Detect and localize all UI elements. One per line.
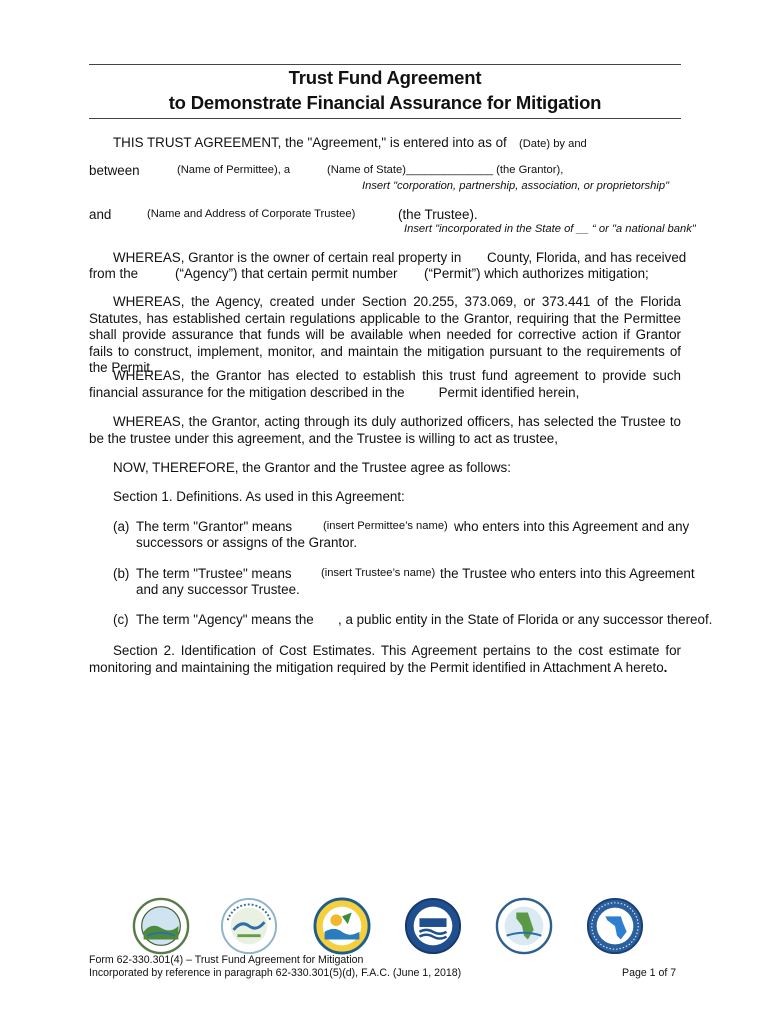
whereas-3-end: Permit identified herein, <box>438 384 580 400</box>
state-placeholder: (Name of State)______________ (the Grantor), <box>327 164 564 176</box>
definition-c-text-2: , a public entity in the State of Florida or any successor thereof. <box>338 612 713 627</box>
definition-c-text: The term "Agency" means the <box>136 612 314 627</box>
opening-text: THIS TRUST AGREEMENT, the "Agreement," is entered into as of <box>113 135 507 150</box>
permittee-placeholder: (Name of Permittee), a <box>177 164 291 176</box>
definition-b-insert: (insert Trustee’s name) <box>321 567 436 579</box>
st-johns-river-seal-icon <box>404 897 462 955</box>
now-therefore-text: NOW, THEREFORE, the Grantor and the Trustee agree as follows: <box>113 460 511 475</box>
definition-c-label: (c) <box>113 612 129 627</box>
definition-a-text: The term "Grantor" means <box>136 519 293 534</box>
section-1-heading: Section 1. Definitions. As used in this Agreement: <box>113 489 405 504</box>
whereas-3-paragraph <box>89 368 681 401</box>
whereas-1-d: (“Agency”) that certain permit number <box>175 266 398 281</box>
top-rule <box>89 64 681 65</box>
title-line-2: to Demonstrate Financial Assurance for Mitigation <box>168 92 602 113</box>
florida-dep-seal-icon <box>586 897 644 955</box>
title-line-1: Trust Fund Agreement <box>288 67 482 88</box>
definition-b-label: (b) <box>113 566 130 581</box>
definition-a-insert: (insert Permittee’s name) <box>323 520 448 532</box>
grantor-note: Insert "corporation, partnership, association, or proprietorship" <box>362 180 670 192</box>
whereas-4-paragraph <box>89 414 681 447</box>
whereas-4-text: WHEREAS, the Grantor, acting through its duly authorized officers, has selected the Trustee to be the trustee under this agreement, and the Trustee is willing to act as trustee, <box>89 414 681 446</box>
definition-a-text-3: successors or assigns of the Grantor. <box>136 535 358 550</box>
whereas-2-text: WHEREAS, the Agency, created under Section 20.255, 373.069, or 373.441 of the Florida Statutes, has established certain regulations applicable to the Grantor, requiring that the Permittee shall provide assurance that funds will be available when needed for corrective action if Grantor fails to construct, implement, monitor, and maintain the mitigation pursuant to the requirements of the Permit, <box>89 294 681 375</box>
whereas-2-paragraph <box>89 294 681 377</box>
footer-form-line: Form 62-330.301(4) – Trust Fund Agreement for Mitigation <box>89 954 364 966</box>
southwest-florida-seal-icon <box>313 897 371 955</box>
section-2-end: . <box>663 659 668 675</box>
date-label <box>519 135 587 150</box>
trustee-suffix: (the Trustee). <box>398 207 478 222</box>
title-rule <box>89 118 681 119</box>
definition-b-text-3: and any successor Trustee. <box>136 582 300 597</box>
trustee-placeholder: (Name and Address of Corporate Trustee) <box>147 208 356 220</box>
footer-page-number: Page 1 of 7 <box>622 967 677 979</box>
section-2-paragraph <box>89 643 681 676</box>
whereas-1-a: WHEREAS, Grantor is the owner of certain real property in <box>113 250 462 265</box>
whereas-1-c: from the <box>89 266 139 281</box>
definition-b-text-2: the Trustee who enters into this Agreement <box>440 566 695 581</box>
between-text: between <box>89 163 140 178</box>
whereas-3-text: WHEREAS, the Grantor has elected to establish this trust fund agreement to provide such financial assurance for the mitigation described in the <box>89 368 681 400</box>
northwest-florida-seal-icon <box>132 897 190 955</box>
date-placeholder: (Date) by and <box>519 138 587 150</box>
and-text: and <box>89 207 112 222</box>
whereas-1-b: County, Florida, and has received <box>487 250 687 265</box>
definition-a-text-2: who enters into this Agreement and any <box>454 519 690 534</box>
footer-reference-line: Incorporated by reference in paragraph 62-330.301(5)(d), F.A.C. (June 1, 2018) <box>89 967 462 979</box>
trustee-note: Insert "incorporated in the State of __ “ or "a national bank" <box>404 223 696 235</box>
definition-a-label: (a) <box>113 519 130 534</box>
suwannee-river-seal-icon <box>220 897 278 955</box>
south-florida-seal-icon <box>495 897 553 955</box>
definition-b-text: The term "Trustee" means <box>136 566 292 581</box>
section-2-text: Section 2. Identification of Cost Estimates. This Agreement pertains to the cost estimate for monitoring and maintaining the mitigation required by the Permit identified in Attachment A hereto <box>89 643 681 675</box>
whereas-1-e: (“Permit”) which authorizes mitigation; <box>424 266 649 281</box>
